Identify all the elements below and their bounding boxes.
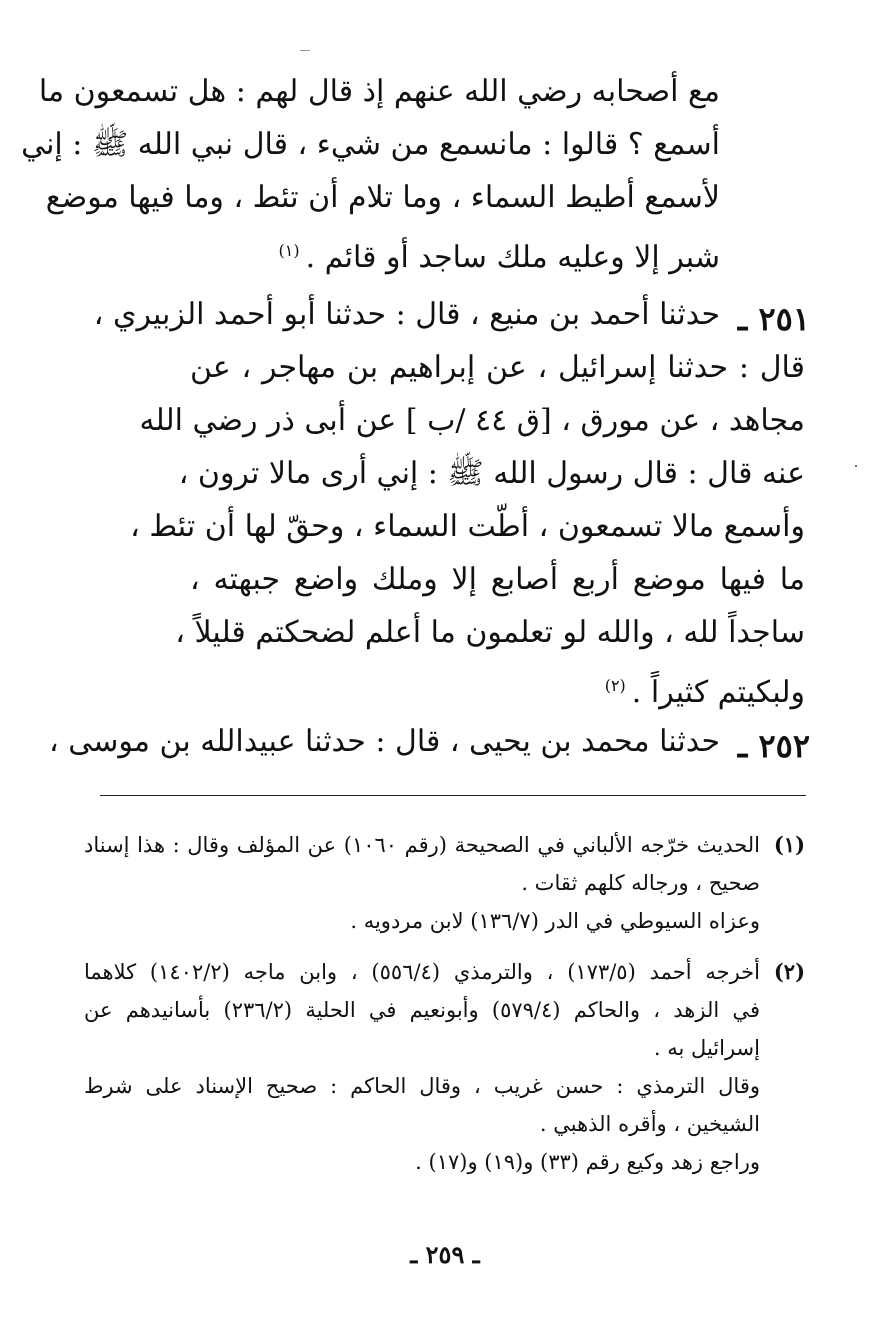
footnote-line: صحيح ، ورجاله كلهم ثقات . bbox=[521, 871, 760, 895]
footnote-line: الحديث خرّجه الألباني في الصحيحة (رقم ١٠٦٠) عن المؤلف وقال : هذا إسناد bbox=[84, 833, 760, 857]
hadith-251-body bbox=[130, 341, 805, 719]
hadith-252 bbox=[49, 715, 720, 768]
text-line: ما فيها موضع أربع أصابع إلا وملك واضع جبهته ، bbox=[190, 562, 805, 597]
footnote-ref: (٢) bbox=[604, 676, 626, 695]
footnote-number-2: (٢) bbox=[773, 959, 805, 984]
footnote-divider bbox=[100, 795, 806, 796]
footnote-line: الشيخين ، وأقره الذهبي . bbox=[539, 1112, 760, 1136]
text-line: ولبكيتم كثيراً .$^{(٢)}$ bbox=[604, 675, 805, 710]
footnote-line: إسرائيل به . bbox=[653, 1036, 760, 1060]
hadith-251 bbox=[93, 288, 720, 341]
text-line: حدثنا محمد بن يحيى ، قال : حدثنا عبيدالله بن موسى ، bbox=[49, 724, 720, 759]
scan-mark bbox=[855, 465, 857, 467]
footnote-line: وقال الترمذي : حسن غريب ، وقال الحاكم : صحيح الإسناد على شرط bbox=[84, 1074, 760, 1098]
hadith-number-251: ٢٥١ ـ bbox=[737, 300, 810, 338]
paragraph-continuation bbox=[21, 65, 720, 284]
footnote-line: أخرجه أحمد (١٧٣/٥) ، والترمذي (٥٥٦/٤) ، وابن ماجه (١٤٠٢/٢) كلاهما bbox=[84, 960, 760, 984]
text-line: قال : حدثنا إسرائيل ، عن إبراهيم بن مهاجر ، عن bbox=[190, 350, 805, 385]
scan-mark bbox=[300, 50, 310, 51]
footnote-ref: (١) bbox=[278, 241, 300, 260]
text-line: شبر إلا وعليه ملك ساجد أو قائم .$^{(١)}$ bbox=[278, 240, 720, 275]
text-line: وأسمع مالا تسمعون ، أطّت السماء ، وحقّ لها أن تئط ، bbox=[130, 509, 805, 544]
hadith-number-252: ٢٥٢ ـ bbox=[737, 727, 810, 765]
footnote-line: وراجع زهد وكيع رقم (٣٣) و(١٩) و(١٧) . bbox=[415, 1150, 760, 1174]
page-number: ـ ٢٥٩ ـ bbox=[410, 1240, 480, 1269]
text-line: حدثنا أحمد بن منيع ، قال : حدثنا أبو أحمد الزبيري ، bbox=[93, 297, 720, 332]
text-line: أسمع ؟ قالوا : مانسمع من شيء ، قال نبي الله ﷺ : إني bbox=[21, 127, 720, 162]
text-line: مع أصحابه رضي الله عنهم إذ قال لهم : هل تسمعون ما bbox=[38, 74, 720, 109]
footnote-line: وعزاه السيوطي في الدر (١٣٦/٧) لابن مردويه . bbox=[350, 909, 760, 933]
text-line: لأسمع أطيط السماء ، وما تلام أن تئط ، وما فيها موضع bbox=[45, 180, 720, 215]
footnote-2 bbox=[84, 953, 760, 1181]
text-line: ساجداً لله ، والله لو تعلمون ما أعلم لضحكتم قليلاً ، bbox=[175, 615, 805, 650]
footnote-1 bbox=[84, 826, 760, 940]
footnote-number-1: (١) bbox=[773, 832, 805, 857]
text-line: مجاهد ، عن مورق ، [ق ٤٤ /ب ] عن أبى ذر رضي الله bbox=[139, 403, 805, 438]
text-line: عنه قال : قال رسول الله ﷺ : إني أرى مالا ترون ، bbox=[178, 456, 805, 491]
footnote-line: في الزهد ، والحاكم (٥٧٩/٤) وأبونعيم في الحلية (٢٣٦/٢) بأسانيدهم عن bbox=[84, 998, 760, 1022]
